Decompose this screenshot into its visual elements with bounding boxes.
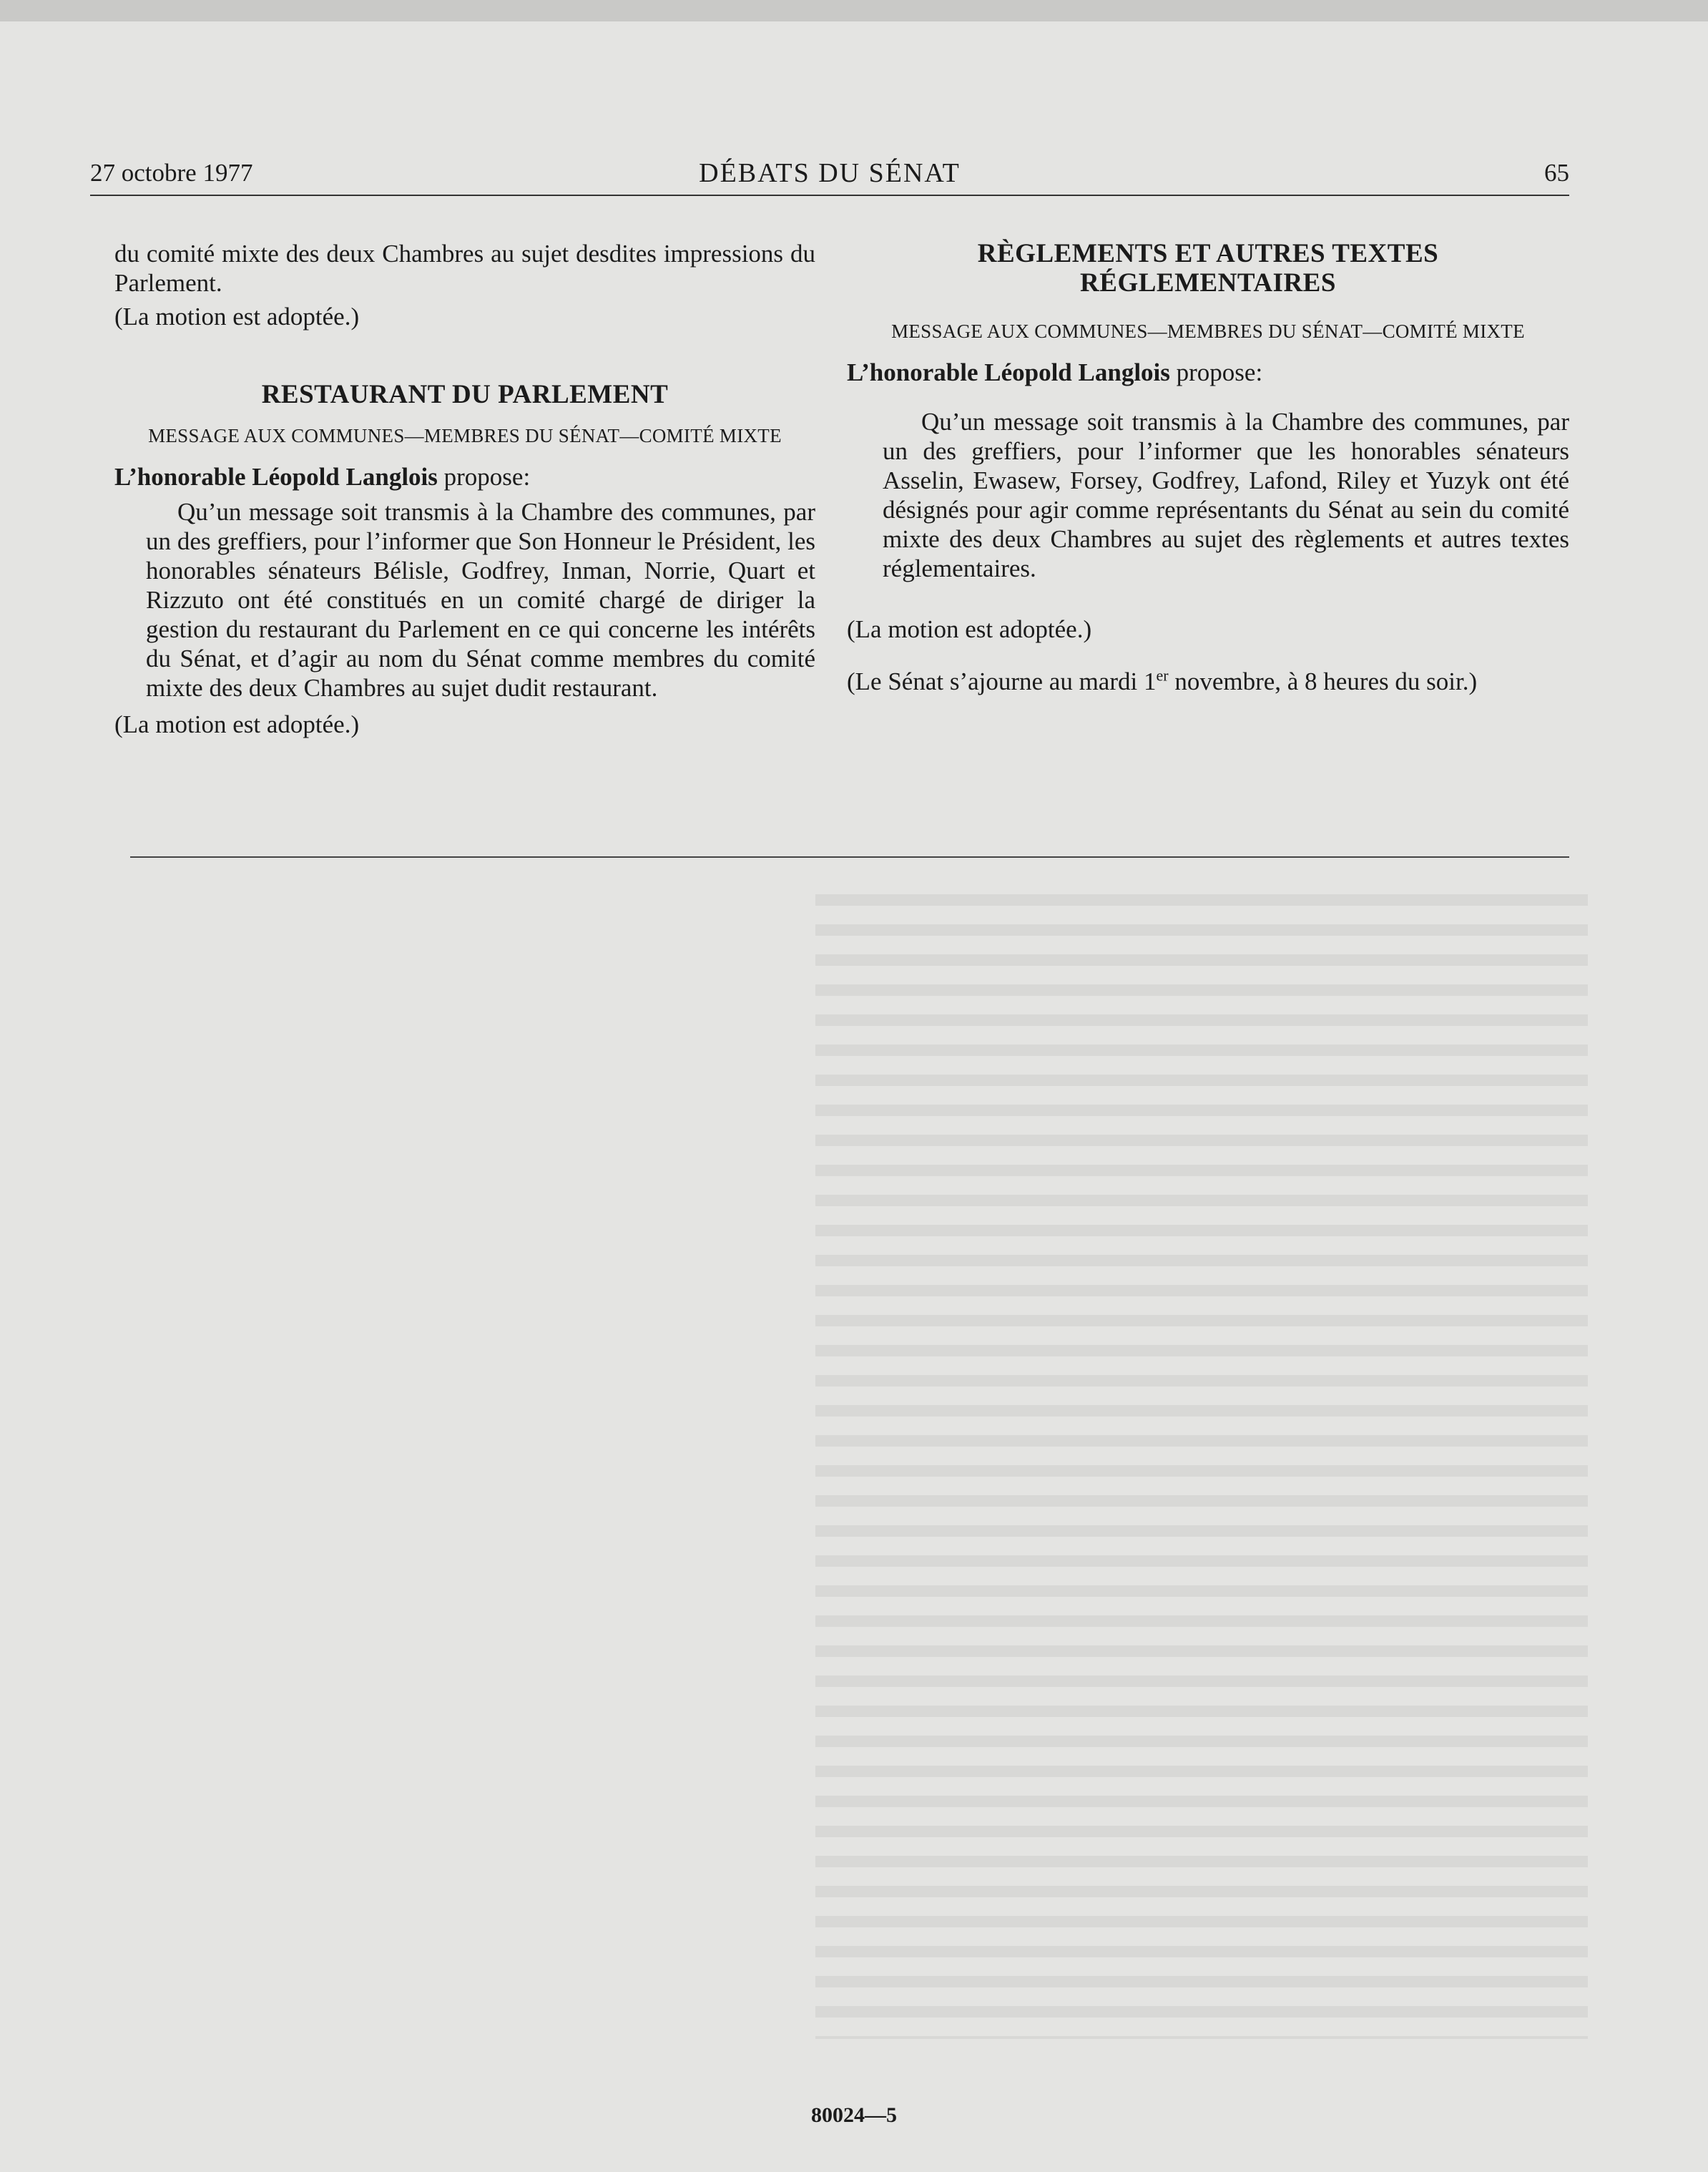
adjournment-note bbox=[847, 667, 1569, 696]
section-end-rule bbox=[130, 856, 1569, 858]
bleed-through-texture bbox=[815, 894, 1588, 2039]
motion-result: (La motion est adoptée.) bbox=[114, 710, 360, 738]
section-subtitle: MESSAGE AUX COMMUNES—MEMBRES DU SÉNAT—COMITÉ MIXTE bbox=[891, 321, 1525, 342]
adjournment-text: (Le Sénat s’ajourne au mardi 1 bbox=[847, 667, 1157, 695]
speaker-name: L’honorable Léopold Langlois bbox=[847, 358, 1170, 386]
motion-text: Qu’un message soit transmis à la Chambre des communes, par un des greffiers, pour l’informer que Son Honneur le Président, les honorables sénateurs Bélisle, Godfrey, Inman, Norrie, Quart et Rizzuto ont été constitués en un comité chargé de diriger la gestion du restaurant du Parlement en ce qui concerne les intérêts du Sénat, et d’agir au nom du Sénat comme membres du comité mixte des deux Chambres au sujet dudit restaurant. bbox=[146, 498, 815, 702]
header-page-number: 65 bbox=[1544, 159, 1569, 187]
speaker-line bbox=[847, 358, 1569, 387]
motion-result: (La motion est adoptée.) bbox=[114, 303, 360, 331]
adjournment-text-end: novembre, à 8 heures du soir.) bbox=[1168, 667, 1478, 695]
page-header bbox=[90, 155, 1569, 196]
continuation-paragraph: du comité mixte des deux Chambres au sujet desdites impressions du Parlement. bbox=[114, 240, 815, 297]
header-date: 27 octobre 1977 bbox=[90, 159, 253, 187]
right-column bbox=[847, 239, 1569, 696]
left-column bbox=[114, 239, 815, 739]
footer-print-code: 80024—5 bbox=[811, 2103, 897, 2127]
scan-top-edge bbox=[0, 0, 1708, 21]
adjournment-superscript: er bbox=[1156, 666, 1169, 685]
section-title-restaurant: RESTAURANT DU PARLEMENT bbox=[261, 380, 669, 409]
section-title-reglements-line1: RÈGLEMENTS ET AUTRES TEXTES bbox=[977, 239, 1439, 268]
speaker-name: L’honorable Léopold Langlois bbox=[114, 463, 438, 491]
speaker-verb: propose: bbox=[1169, 358, 1263, 386]
speaker-line bbox=[114, 462, 815, 491]
section-subtitle: MESSAGE AUX COMMUNES—MEMBRES DU SÉNAT—COMITÉ MIXTE bbox=[148, 425, 782, 446]
section-title-reglements-line2: RÉGLEMENTAIRES bbox=[1080, 268, 1336, 298]
motion-text: Qu’un message soit transmis à la Chambre des communes, par un des greffiers, pour l’informer que les honorables sénateurs Asselin, Ewasew, Forsey, Godfrey, Lafond, Riley et Yuzyk ont été désignés pour agir comme représentants du Sénat au sein du comité mixte des deux Chambres au sujet des règlements et autres textes réglementaires. bbox=[883, 408, 1569, 582]
speaker-verb: propose: bbox=[437, 463, 531, 491]
header-publication-title: DÉBATS DU SÉNAT bbox=[699, 158, 961, 188]
motion-result: (La motion est adoptée.) bbox=[847, 615, 1092, 643]
